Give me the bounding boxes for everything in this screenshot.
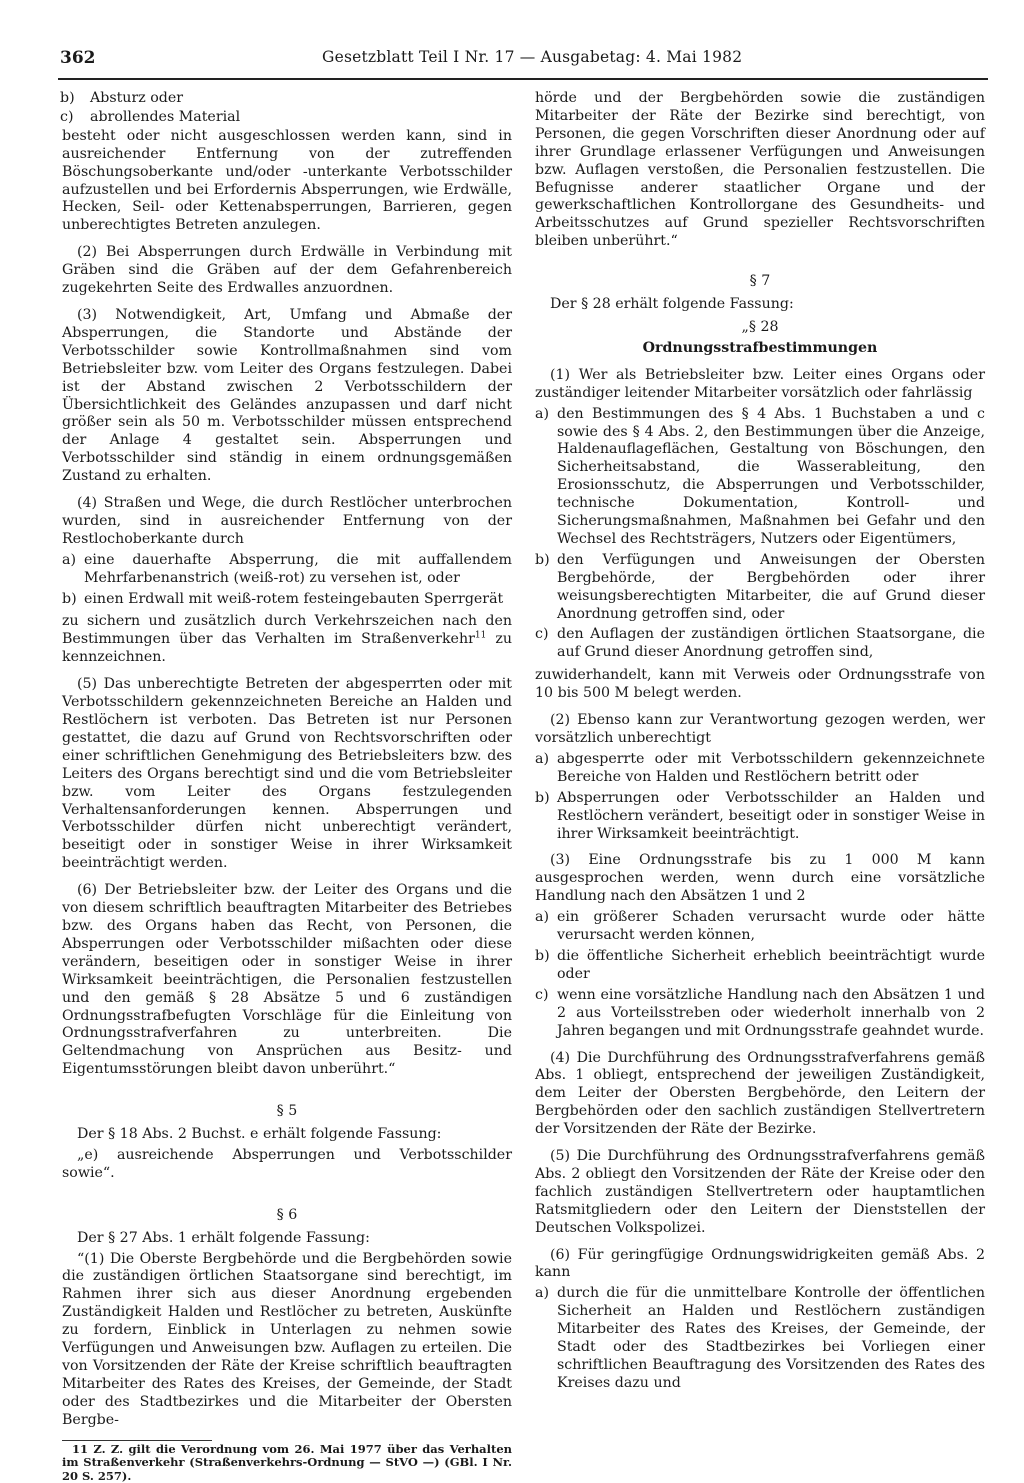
- list-label: b): [535, 789, 550, 806]
- paragraph-text: zu sichern und zusätzlich durch Verkehrszeichen nach den Bestimmungen über das Verhalten im Straßenverkehr: [62, 613, 512, 648]
- paragraph-text: zu kennzeichnen.: [62, 631, 512, 666]
- section-heading: Ordnungsstrafbestimmungen: [642, 339, 878, 356]
- list-item: [62, 109, 512, 127]
- paragraph: „e) ausreichende Absperrungen und Verbotsschilder sowie“.: [62, 1146, 512, 1181]
- list-text: wenn eine vorsätzliche Handlung nach den Absätzen 1 und 2 aus Vorteilsstreben oder wiederholt innerhalb von 2 Jahren begangen und mit Ordnungsstrafe geahndet wurde.: [557, 986, 985, 1039]
- list-label: b): [62, 590, 77, 607]
- page-header: [60, 48, 985, 72]
- list-item: [535, 909, 985, 945]
- footnote-rule: [62, 1440, 212, 1441]
- list-item: [535, 626, 985, 662]
- footnote-reference: 11: [474, 630, 487, 641]
- list-label: a): [535, 909, 549, 926]
- header-rule: [58, 78, 988, 80]
- list-text: abgesperrte oder mit Verbotsschildern gekennzeichnete Bereiche von Halden und Restlöchern betritt oder: [557, 750, 985, 785]
- left-column: [62, 90, 512, 1483]
- list-label: b): [535, 947, 550, 964]
- paragraph: (6) Für geringfügige Ordnungswidrigkeiten gemäß Abs. 2 kann: [535, 1246, 985, 1281]
- paragraph: hörde und der Bergbehörden sowie die zuständigen Mitarbeiter der Räte der Bezirke sind berechtigt, von Personen, die gegen Vorschriften dieser Anordnung oder auf ihrer Grundlage erlassener Verfügungen und Anweisungen bzw. Auflagen verstoßen, die Personalien festzustellen. Die Befugnisse anderer staatlicher Organe und der gewerkschaftlichen Kontrollorgane des Gesundheits- und Arbeitsschutzes auf Grund spezieller Rechtsvorschriften bleiben unberührt.“: [535, 90, 985, 250]
- list-item: [535, 1285, 985, 1392]
- list-label: a): [535, 1285, 549, 1302]
- paragraph: “(1) Die Oberste Bergbehörde und die Bergbehörden sowie die zuständigen örtlichen Staatsorgane sind berechtigt, im Rahmen ihrer sich aus dieser Anordnung ergebenden Zuständigkeit Halden und Restlöcher zu betreten, Auskünfte zu fordern, Einblick in Unterlagen zu nehmen sowie Verfügungen und Anweisungen bzw. Auflagen zu erteilen. Die von Vorsitzenden der Räte der Kreise schriftlich beauftragten Mitarbeiter des Rates des Kreises, der Gemeinde, der Stadt oder des Stadtbezirkes und die Mitarbeiter der Obersten Bergbe-: [62, 1250, 512, 1428]
- paragraph: Der § 28 erhält folgende Fassung:: [550, 296, 794, 313]
- paragraph: (2) Ebenso kann zur Verantwortung gezogen werden, wer vorsätzlich unberechtigt: [535, 712, 985, 746]
- list-label: c): [60, 108, 74, 125]
- running-title: Gesetzblatt Teil I Nr. 17 — Ausgabetag: 4. Mai 1982: [322, 48, 743, 66]
- list-label: b): [60, 90, 75, 106]
- paragraph: Der § 18 Abs. 2 Buchst. e erhält folgende Fassung:: [77, 1126, 442, 1143]
- list-text: eine dauerhafte Absperrung, die mit auffallendem Mehrfarbenanstrich (weiß-rot) zu versehen ist, oder: [84, 551, 512, 586]
- list-text: den Bestimmungen des § 4 Abs. 1 Buchstaben a und c sowie des § 4 Abs. 2, den Bestimmungen über die Anzeige, Haldenauflageflächen, Gestaltung von Böschungen, den Sicherheitsabstand, die Wasserableitung, den Erosionsschutz, die Absperrungen und Verbotsschilder, technische Dokumentation, Kontroll- und Sicherungsmaßnahmen, Maßnahmen bei Gefahr und den Wechsel des Rechtsträgers, Nutzers oder Eigentümers,: [557, 405, 985, 547]
- list-text: ein größerer Schaden verursacht wurde oder hätte verursacht werden können,: [557, 909, 985, 944]
- list-item: [535, 948, 985, 984]
- list-label: c): [535, 626, 549, 643]
- list-text: Absturz oder: [90, 90, 184, 106]
- list-label: a): [62, 551, 76, 568]
- paragraph: (4) Straßen und Wege, die durch Restlöcher unterbrochen wurden, sind in ausreichender Entfernung von der Restlochoberkante durch: [62, 495, 512, 547]
- list-text: Absperrungen oder Verbotsschilder an Halden und Restlöchern verändert, beseitigt oder in sonstiger Weise in ihrer Wirksamkeit beeinträchtigt.: [557, 789, 985, 842]
- right-column: [535, 90, 985, 1393]
- paragraph: (3) Eine Ordnungsstrafe bis zu 1 000 M kann ausgesprochen werden, wenn durch eine vorsätzliche Handlung nach den Absätzen 1 und 2: [535, 852, 985, 905]
- paragraph: (3) Notwendigkeit, Art, Umfang und Abmaße der Absperrungen, die Standorte und Abstände der Verbotsschilder sowie Kontrollmaßnahmen sind vom Betriebsleiter bzw. vom Leiter des Organs festzulegen. Dabei ist der Abstand zwischen 2 Verbotsschildern der Übersichtlichkeit des Geländes anzupassen und darf nicht größer sein als 50 m. Verbotsschilder müssen entsprechend der Anlage 4 gestaltet sein. Absperrungen und Verbotsschilder sind ständig in einem ordnungsgemäßen Zustand zu erhalten.: [62, 306, 512, 485]
- section-title: „§ 28: [741, 318, 779, 335]
- section-title: § 5: [276, 1103, 298, 1120]
- list-text: durch die für die unmittelbare Kontrolle der öffentlichen Sicherheit an Halden und Restlöchern zuständigen Mitarbeiter des Rates des Kreises, der Gemeinde, der Stadt oder des Stadtbezirkes bei Vorliegen einer schriftlichen Beauftragung des Vorsitzenden des Rates des Kreises dazu und: [557, 1285, 985, 1391]
- list-item: [62, 591, 512, 609]
- paragraph: (4) Die Durchführung des Ordnungsstrafverfahrens gemäß Abs. 1 obliegt, entsprechend der jeweiligen Zuständigkeit, dem Leiter der Obersten Bergbehörde, den Leitern der Bergbehörden oder den sachlich zuständigen Stellvertretern der Vorsitzenden der Räte der Bezirke.: [535, 1049, 985, 1138]
- list-label: b): [535, 551, 550, 568]
- list-label: a): [535, 750, 549, 767]
- section-title: § 6: [276, 1206, 298, 1223]
- list-item: [62, 90, 512, 108]
- list-item: [535, 751, 985, 787]
- list-item: [535, 790, 985, 844]
- list-text: den Auflagen der zuständigen örtlichen Staatsorgane, die auf Grund dieser Anordnung getroffen sind,: [557, 626, 985, 661]
- list-text: den Verfügungen und Anweisungen der Obersten Bergbehörde, der Bergbehörden oder ihrer weisungsberechtigten Mitarbeiter, die auf Grund dieser Anordnung getroffen sind, oder: [557, 551, 985, 622]
- paragraph: (2) Bei Absperrungen durch Erdwälle in Verbindung mit Gräben sind die Gräben auf der dem Gefahrenbereich zugekehrten Seite des Erdwalles anzuordnen.: [62, 244, 512, 297]
- page-number: 362: [60, 48, 96, 68]
- footnote: 11 Z. Z. gilt die Verordnung vom 26. Mai 1977 über das Verhalten im Straßenverkehr (Straßenverkehrs-Ordnung — StVO —) (GBl. I Nr. 20 S. 257).: [62, 1441, 512, 1483]
- paragraph: (5) Das unberechtigte Betreten der abgesperrten oder mit Verbotsschildern gekennzeichneten Bereiche an Halden und Restlöchern ist verboten. Das Betreten ist nur Personen gestattet, die dazu auf Grund von Rechtsvorschriften oder einer schriftlichen Genehmigung des Betriebsleiters bzw. des Leiters des Organs berechtigt sind und die vom Betriebsleiter bzw. vom Leiter des Organs festzulegenden Verhaltensanforderungen kennen. Absperrungen und Verbotsschilder dürfen nicht unberechtigt verändert, beseitigt oder in sonstiger Weise in ihrer Wirksamkeit beeinträchtigt werden.: [62, 676, 512, 872]
- paragraph: besteht oder nicht ausgeschlossen werden kann, sind in ausreichender Entfernung von der zutreffenden Böschungsoberkante und/oder -unterkante Verbotsschilder aufzustellen und bei Erfordernis Absperrungen, wie Erdwälle, Hecken, Seil- oder Kettenabsperrungen, Barrieren, gegen unberechtigtes Betreten anzulegen.: [62, 127, 512, 234]
- paragraph: (6) Der Betriebsleiter bzw. der Leiter des Organs und die von diesem schriftlich beauftragten Mitarbeiter des Betriebes bzw. des Organs haben das Recht, von Personen, die Absperrungen oder Verbotsschilder mißachten oder diese verändern, beseitigen oder in sonstiger Weise in ihrer Wirksamkeit beeinträchtigen, die Personalien festzustellen und den gemäß § 28 Absätze 5 und 6 zuständigen Ordnungsstrafbefugten Vorschläge für die Einleitung von Ordnungsstrafverfahren zu unterbreiten. Die Geltendmachung von Ansprüchen aus Besitz- und Eigentumsstörungen bleibt davon unberührt.“: [62, 882, 512, 1078]
- list-label: a): [535, 405, 549, 422]
- list-item: [535, 987, 985, 1041]
- list-item: [535, 406, 985, 549]
- list-text: die öffentliche Sicherheit erheblich beeinträchtigt wurde oder: [557, 947, 985, 982]
- list-text: einen Erdwall mit weiß-rotem festeingebauten Sperrgerät: [84, 590, 504, 607]
- list-text: abrollendes Material: [90, 108, 241, 125]
- paragraph: [62, 613, 512, 667]
- list-label: c): [535, 986, 549, 1003]
- paragraph: zuwiderhandelt, kann mit Verweis oder Ordnungsstrafe von 10 bis 500 M belegt werden.: [535, 667, 985, 702]
- list-item: [62, 552, 512, 588]
- list-item: [535, 552, 985, 624]
- section-title: § 7: [749, 273, 771, 290]
- paragraph: Der § 27 Abs. 1 erhält folgende Fassung:: [77, 1229, 370, 1246]
- paragraph: (5) Die Durchführung des Ordnungsstrafverfahrens gemäß Abs. 2 obliegt den Vorsitzenden der Räte der Kreise oder den fachlich zuständigen Stellvertretern oder hauptamtlichen Ratsmitgliedern oder den Leitern der Dienststellen der Deutschen Volkspolizei.: [535, 1148, 985, 1236]
- paragraph: (1) Wer als Betriebsleiter bzw. Leiter eines Organs oder zuständiger leitender Mitarbeiter vorsätzlich oder fahrlässig: [535, 366, 985, 401]
